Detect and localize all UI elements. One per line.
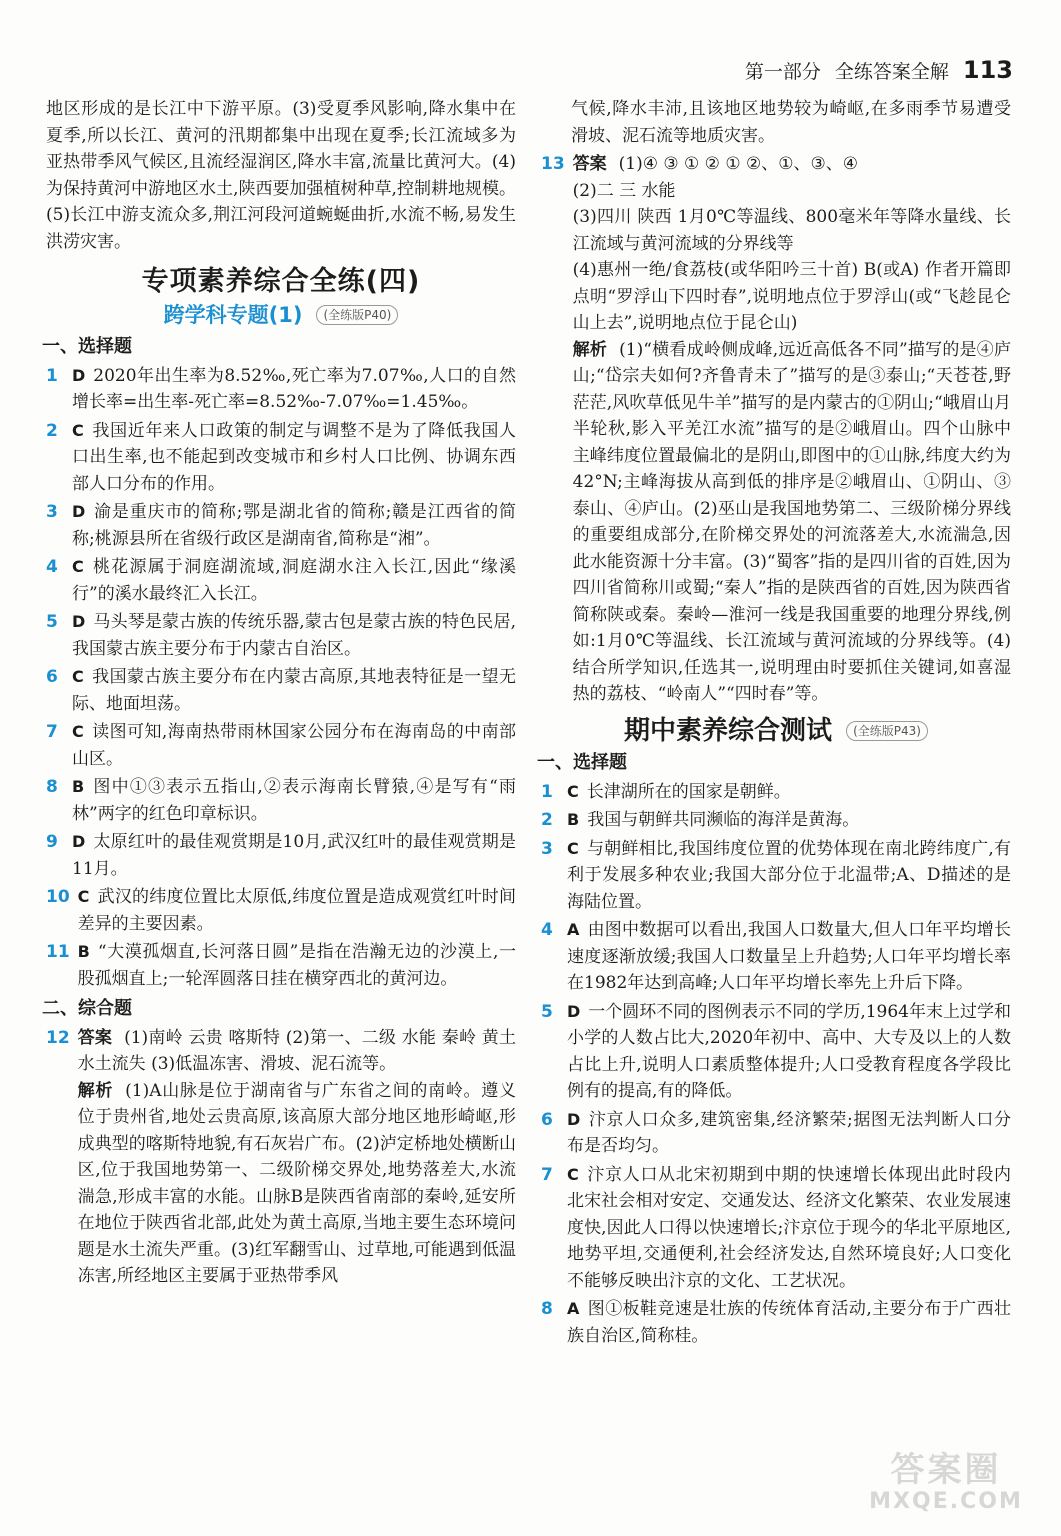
choice-item — [46, 363, 516, 416]
explanation-text: 桃花源属于洞庭湖流域,洞庭湖水注入长江,因此“缘溪行”的溪水最终汇入长江。 — [72, 557, 516, 604]
answer-letter: D — [72, 365, 86, 385]
question-number: 6 — [541, 1109, 553, 1130]
intro-paragraph: 地区形成的是长江中下游平原。(3)受夏季风影响,降水集中在夏季,所以长江、黄河的汛期都集中出现在夏季;长江流域多为亚热带季风气候区,且流经湿润区,降水丰富,流量比黄河大。(4)为保持黄河中游地区水土,陕西要加强植树种草,控制耕地规模。(5)长江中游支流众多,荆江河段河道蜿蜒曲折,水流不畅,易发生洪涝灾害。 — [46, 99, 516, 252]
choice-item — [46, 554, 516, 607]
answer-letter: A — [567, 920, 580, 939]
answer-text: (1)南岭 云贵 喀斯特 (2)第一、二级 水能 秦岭 黄土 水土流失 (3)低温冻害、滑坡、泥石流等。 — [77, 1027, 517, 1074]
question-13 — [541, 151, 1011, 708]
answer-letter: C — [72, 667, 84, 686]
answer-part-4: (4)惠州一绝/食荔枝(或华阳吟三十首) B(或A) 作者开篇即点明“罗浮山下四时春”,说明地点位于罗浮山(或“飞趁昆仑山上去”,说明地点位于昆仑山) — [572, 260, 1011, 333]
choice-item — [46, 664, 516, 717]
page-reference: (全练版P43) — [846, 721, 928, 741]
midterm-title-row — [541, 715, 1011, 746]
choice-item — [46, 418, 516, 498]
question-number: 3 — [541, 838, 553, 859]
explanation-text: 太原红叶的最佳观赏期是10月,武汉红叶的最佳观赏期是11月。 — [72, 832, 516, 879]
right-choice-list — [541, 779, 1011, 1350]
analysis-text: (1)“横看成岭侧成峰,远近高低各不同”描写的是④庐山;“岱宗夫如何?齐鲁青未了”描写的是③泰山;“天苍苍,野茫茫,风吹草低见牛羊”描写的是内蒙古的①阴山;“峨眉山月半轮秋,影入平羌江水流”描写的是②峨眉山。四个山脉中主峰纬度位置最偏北的是阴山,即图中的①山脉,纬度大约为42°N;主峰海拔从高到低的排序是②峨眉山、①阴山、③泰山、④庐山。(2)巫山是我国地势第二、三级阶梯分界线的重要组成部分,在阶梯交界处的河流落差大,水流湍急,因此水能资源十分丰富。(3)“蜀客”指的是四川省的百姓,因为四川省简称川或蜀;“秦人”指的是陕西省的百姓,因为陕西省简称陕或秦。秦岭—淮河一线是我国重要的地理分界线,例如:1月0℃等温线、长江流域与黄河流域的分界线等。(4)结合所学知识,任选其一,说明理由时要抓住关键词,如喜湿热的荔枝、“岭南人”“四时春”等。 — [572, 339, 1012, 704]
question-number: 7 — [46, 722, 58, 742]
question-number: 1 — [46, 365, 58, 386]
answer-letter: C — [567, 838, 579, 858]
section-heading-choice: 一、选择题 — [537, 752, 627, 773]
header-section: 第一部分 — [744, 60, 821, 83]
page-header — [745, 52, 1013, 88]
choice-item — [46, 939, 516, 992]
choice-item — [541, 779, 1011, 806]
question-number: 2 — [541, 810, 553, 830]
explanation-text: 我国蒙古族主要分布在内蒙古高原,其地表特征是一望无际、地面坦荡。 — [72, 667, 516, 714]
question-number: 8 — [541, 1299, 553, 1319]
explanation-text: 汴京人口从北宋初期到中期的快速增长体现出此时段内北宋社会相对安定、交通发达、经济文化繁荣、农业发展速度快,因此人口得以快速增长;汴京位于现今的华北平原地区,地势平坦,交通便利,社会经济发达,自然环境良好;人口变化不能够反映出汴京的文化、工艺状况。 — [567, 1164, 1011, 1291]
answer-letter: C — [567, 1164, 579, 1184]
explanation-text: “大漠孤烟直,长河落日圆”是指在浩瀚无边的沙漠上,一股孤烟直上;一轮浑圆落日挂在横穿西北的黄河边。 — [77, 942, 516, 989]
question-number: 10 — [46, 887, 70, 907]
question-12 — [46, 1025, 516, 1290]
explanation-text: 马头琴是蒙古族的传统乐器,蒙古包是蒙古族的特色民居,我国蒙古族主要分布于内蒙古自治区。 — [72, 612, 516, 659]
page-number: 113 — [962, 56, 1013, 84]
explanation-text: 长津湖所在的国家是朝鲜。 — [586, 781, 791, 802]
answer-letter: B — [77, 942, 90, 961]
analysis-text: (1)A山脉是位于湖南省与广东省之间的南岭。遵义位于贵州省,地处云贵高原,该高原大部分地区地形崎岖,形成典型的喀斯特地貌,有石灰岩广布。(2)泸定桥地处横断山区,位于我国地势第一、二级阶梯交界处,地势落差大,水流湍急,形成丰富的水能。山脉B是陕西省南部的秦岭,延安所在地位于陕西省北部,此处为黄土高原,当地主要生态环境问题是水土流失严重。(3)红军翻雪山、过草地,可能遇到低温冻害,所经地区主要属于亚热带季风 — [77, 1080, 516, 1286]
answer-letter: C — [72, 722, 84, 741]
explanation-text: 渝是重庆市的简称;鄂是湖北省的简称;赣是江西省的简称;桃源县所在省级行政区是湖南省,简称是“湘”。 — [72, 502, 516, 549]
question-number: 13 — [541, 154, 565, 174]
explanation-text: 图中①③表示五指山,②表示海南长臂猿,④是写有“雨林”两字的红色印章标识。 — [72, 777, 516, 824]
answer-letter: A — [567, 1299, 580, 1318]
explanation-text: 我国近年来人口政策的制定与调整不是为了降低我国人口出生率,也不能起到改变城市和乡村人口比例、协调东西部人口分布的作用。 — [72, 420, 516, 494]
watermark-line1: 答案圈 — [890, 1450, 1002, 1490]
choice-item — [46, 774, 516, 827]
answer-part-1: (1)④ ③ ① ② ① ②、①、③、④ — [618, 154, 858, 174]
answer-letter: C — [72, 557, 84, 576]
midterm-title: 期中素养综合测试 — [624, 715, 833, 746]
answer-part-2: (2)二 三 水能 — [572, 180, 676, 201]
choice-item — [541, 1296, 1011, 1349]
watermark-line2: MXQE.COM — [869, 1489, 1023, 1514]
answer-letter: B — [567, 810, 580, 829]
question-number: 2 — [46, 420, 58, 441]
question-number: 5 — [541, 1001, 553, 1022]
answer-part-3: (3)四川 陕西 1月0℃等温线、800毫米年等降水量线、长江流域与黄河流域的分界线等 — [572, 207, 1011, 254]
question-number: 9 — [46, 832, 58, 852]
question-number: 7 — [541, 1164, 553, 1185]
analysis-label: 解析 — [77, 1080, 114, 1101]
answer-letter: D — [72, 612, 86, 631]
explanation-text: 一个圆环不同的图例表示不同的学历,1964年末上过学和小学的人数占比大,2020年初中、高中、大专及以上的人数占比上升,说明人口素质整体提升;人口受教育程度各学段比例有的提高,有的降低。 — [567, 1001, 1011, 1101]
question-number: 5 — [46, 612, 58, 632]
subtitle-row — [46, 302, 516, 329]
explanation-text: 汴京人口众多,建筑密集,经济繁荣;据图无法判断人口分布是否均匀。 — [567, 1109, 1011, 1156]
subtitle: 跨学科专题(1) — [163, 302, 303, 327]
answer-letter: B — [72, 777, 85, 796]
answer-label: 答案 — [77, 1027, 113, 1048]
choice-item — [541, 1162, 1011, 1295]
answer-letter: C — [567, 781, 579, 801]
question-number: 8 — [46, 777, 58, 797]
explanation-text: 与朝鲜相比,我国纬度位置的优势体现在南北跨纬度广,有利于发展多种农业;我国大部分位于北温带;A、D描述的是海陆位置。 — [567, 838, 1011, 912]
section-heading-choice: 一、选择题 — [42, 336, 132, 357]
answer-label: 答案 — [572, 154, 607, 174]
choice-item — [46, 499, 516, 552]
answer-letter: D — [72, 502, 86, 521]
choice-item — [541, 917, 1011, 997]
explanation-text: 武汉的纬度位置比太原低,纬度位置是造成观赏红叶时间差异的主要因素。 — [77, 887, 516, 934]
left-choice-list — [46, 363, 516, 993]
explanation-text: 我国与朝鲜共同濒临的海洋是黄海。 — [587, 810, 860, 830]
watermark-logo — [851, 1450, 1041, 1520]
analysis-label: 解析 — [572, 339, 608, 360]
choice-item — [46, 884, 516, 937]
choice-item — [46, 719, 516, 772]
question-number: 11 — [46, 942, 70, 962]
question-number: 4 — [46, 557, 58, 577]
continuation-paragraph: 气候,降水丰沛,且该地区地势较为崎岖,在多雨季节易遭受滑坡、泥石流等地质灾害。 — [571, 99, 1011, 146]
page-reference: (全练版P40) — [316, 305, 398, 325]
choice-item — [46, 829, 516, 882]
answer-letter: D — [567, 1109, 581, 1129]
choice-item — [541, 999, 1011, 1105]
right-column — [537, 96, 1012, 1351]
question-number: 6 — [46, 667, 58, 687]
answer-letter: D — [72, 832, 86, 851]
question-number: 4 — [541, 920, 553, 940]
choice-item — [46, 609, 516, 662]
answer-letter: D — [567, 1001, 581, 1021]
question-number: 1 — [541, 781, 553, 802]
explanation-text: 由图中数据可以看出,我国人口数量大,但人口年平均增长速度逐渐放缓;我国人口数量呈上升趋势;人口年平均增长率在1982年达到高峰;人口年平均增长率先上升后下降。 — [567, 920, 1011, 993]
explanation-text: 读图可知,海南热带雨林国家公园分布在海南岛的中南部山区。 — [72, 722, 516, 769]
explanation-text: 图①板鞋竞速是壮族的传统体育活动,主要分布于广西壮族自治区,简称桂。 — [567, 1299, 1011, 1346]
left-column — [42, 96, 517, 1292]
answer-letter: C — [77, 887, 90, 906]
choice-item — [541, 836, 1011, 916]
header-book: 全练答案全解 — [834, 60, 949, 83]
section-title-special: 专项素养综合全练(四) — [141, 266, 421, 297]
question-number: 12 — [46, 1027, 70, 1048]
explanation-text: 2020年出生率为8.52‰,死亡率为7.07‰,人口的自然增长率=出生率-死亡率=8.52‰-7.07‰=1.45‰。 — [72, 365, 516, 412]
choice-item — [541, 807, 1011, 834]
section-heading-comprehensive: 二、综合题 — [42, 998, 132, 1019]
choice-item — [541, 1107, 1011, 1160]
answer-letter: C — [72, 420, 84, 440]
question-number: 3 — [46, 502, 58, 522]
